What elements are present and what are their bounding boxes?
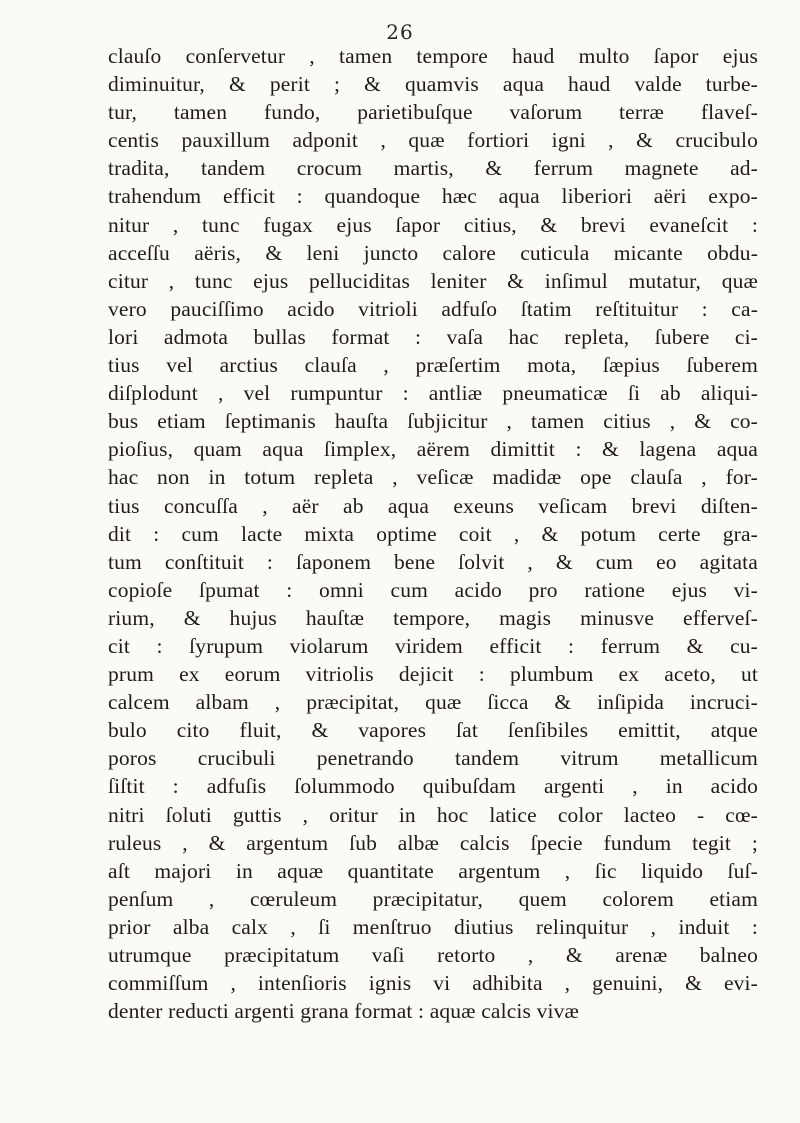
text-line: hac non in totum repleta , veſicæ madidæ ope clauſa , for- xyxy=(108,465,758,490)
text-line: centis pauxillum adponit , quæ fortiori igni , & crucibulo xyxy=(108,128,758,153)
text-line: bulo cito fluit, & vapores ſat ſenſibiles emittit, atque xyxy=(108,718,758,743)
text-line: calcem albam , præcipitat, quæ ſicca & inſipida incruci- xyxy=(108,690,758,715)
text-line: clauſo conſervetur , tamen tempore haud multo ſapor ejus xyxy=(108,44,758,68)
text-line: dit : cum lacte mixta optime coit , & potum certe gra- xyxy=(108,521,758,546)
text-line: bus etiam ſeptimanis hauſta ſubjicitur , tamen citius , & co- xyxy=(108,409,758,434)
text-line: trahendum efficit : quandoque hæc aqua liberiori aëri expo- xyxy=(108,184,758,209)
text-line: pioſius, quam aqua ſimplex, aërem dimittit : & lagena aqua xyxy=(108,437,758,462)
text-line: lori admota bullas format : vaſa hac repleta, ſubere ci- xyxy=(108,324,758,349)
text-line: acceſſu aëris, & leni juncto calore cuticula micante obdu- xyxy=(108,240,758,265)
text-line: rium, & hujus hauſtæ tempore, magis minusve efferveſ- xyxy=(108,605,758,630)
body-text xyxy=(108,42,758,1025)
page-number: 26 xyxy=(386,20,414,44)
text-line: denter reducti argenti grana format : aquæ calcis vivæ xyxy=(108,999,579,1024)
text-line: tum conſtituit : ſaponem bene ſolvit , & cum eo agitata xyxy=(108,549,758,574)
text-line: prum ex eorum vitriolis dejicit : plumbum ex aceto, ut xyxy=(108,662,758,687)
text-line: vero pauciſſimo acido vitrioli adfuſo ſtatim reſtituitur : ca- xyxy=(108,296,758,321)
text-line: diſplodunt , vel rumpuntur : antliæ pneumaticæ ſi ab aliqui- xyxy=(108,381,758,406)
text-line: nitur , tunc fugax ejus ſapor citius, & brevi evaneſcit : xyxy=(108,212,758,237)
text-line: commiſſum , intenſioris ignis vi adhibita , genuini, & evi- xyxy=(108,971,758,996)
text-line: ruleus , & argentum ſub albæ calcis ſpecie fundum tegit ; xyxy=(108,830,758,855)
text-line: diminuitur, & perit ; & quamvis aqua haud valde turbe- xyxy=(108,72,758,97)
text-line: prior alba calx , ſi menſtruo diutius relinquitur , induit : xyxy=(108,914,758,939)
text-line: utrumque præcipitatum vaſi retorto , & arenæ balneo xyxy=(108,943,758,967)
text-line: poros crucibuli penetrando tandem vitrum metallicum xyxy=(108,746,758,771)
text-line: penſum , cœruleum præcipitatur, quem colorem etiam xyxy=(108,886,758,911)
text-line: copioſe ſpumat : omni cum acido pro ratione ejus vi- xyxy=(108,577,758,602)
text-line: tradita, tandem crocum martis, & ferrum magnete ad- xyxy=(108,156,758,181)
text-line: nitri ſoluti guttis , oritur in hoc latice color lacteo - cœ- xyxy=(108,802,758,827)
text-line: tur, tamen fundo, parietibuſque vaſorum terræ flaveſ- xyxy=(108,100,758,125)
text-line: ſiſtit : adfuſis ſolummodo quibuſdam argenti , in acido xyxy=(108,774,758,799)
text-line: tius concuſſa , aër ab aqua exeuns veſicam brevi diſten- xyxy=(108,493,758,518)
text-line: citur , tunc ejus pelluciditas leniter & inſimul mutatur, quæ xyxy=(108,268,758,293)
text-line: aſt majori in aquæ quantitate argentum , ſic liquido ſuſ- xyxy=(108,858,758,883)
text-line: cit : ſyrupum violarum viridem efficit : ferrum & cu- xyxy=(108,633,758,658)
text-line: tius vel arctius clauſa , præſertim mota, ſæpius ſuberem xyxy=(108,353,758,378)
